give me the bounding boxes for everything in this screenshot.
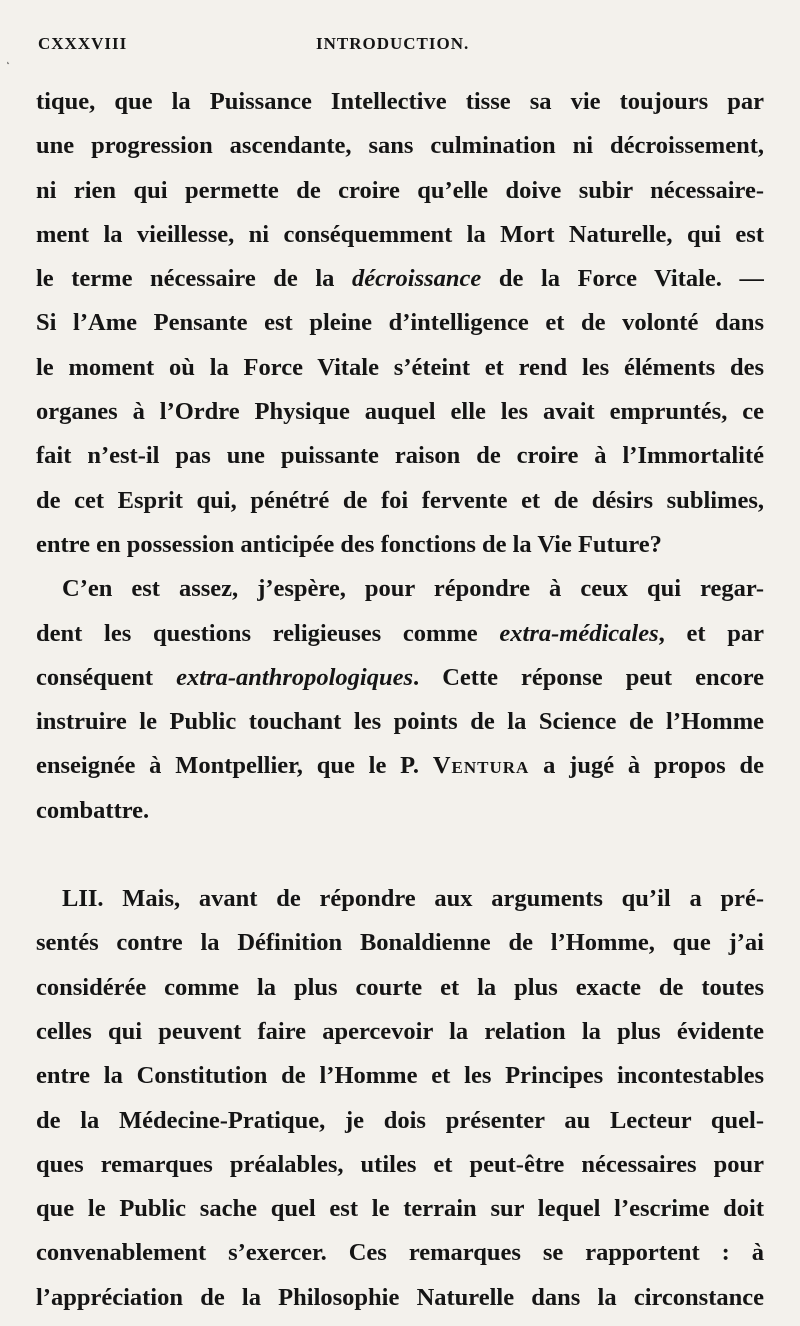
text-line: considérée comme la plus courte et la plus exacte de toutes: [36, 973, 764, 1001]
text-line: entre la Constitution de l’Homme et les Principes incontestables: [36, 1062, 764, 1090]
page-number: CXXXVIII: [38, 34, 128, 53]
paragraph-1: [36, 80, 764, 567]
italic-term: décroissance: [352, 265, 482, 293]
text-line: combattre.: [36, 796, 150, 824]
text-line: que le Public sache quel est le terrain sur lequel l’escrime doit: [36, 1195, 764, 1223]
text-line: Si l’Ame Pensante est pleine d’intelligence et de volonté dans: [36, 309, 764, 337]
text-run: . Cette réponse peut encore: [413, 663, 764, 691]
text-line: l’appréciation de la Philosophie Naturelle dans la circonstance: [36, 1283, 764, 1311]
text-line: [36, 257, 764, 301]
running-title: INTRODUCTION.: [316, 34, 470, 53]
text-line: le moment où la Force Vitale s’éteint et rend les éléments des: [36, 353, 764, 381]
text-line: C’en est assez, j’espère, pour répondre à ceux qui regar-: [62, 575, 764, 603]
paragraph-3: [36, 877, 764, 1320]
text-run: conséquent: [36, 663, 177, 691]
text-run: de la Force Vitale. —: [481, 265, 764, 293]
text-line: une progression ascendante, sans culmination ni décroissement,: [36, 132, 764, 160]
text-line: instruire le Public touchant les points de la Science de l’Homme: [36, 708, 764, 736]
text-line: LII. Mais, avant de répondre aux arguments qu’il a pré-: [62, 885, 764, 913]
text-run: le terme nécessaire de la: [36, 265, 352, 293]
body-text: [36, 80, 764, 1320]
paragraph-gap: [36, 833, 764, 877]
text-run: a jugé à propos de: [529, 752, 764, 780]
text-line: tique, que la Puissance Intellective tisse sa vie toujours par: [36, 88, 764, 115]
text-line: entre en possession anticipée des fonctions de la Vie Future?: [36, 530, 662, 558]
paragraph-2: [36, 567, 764, 833]
text-line: ques remarques préalables, utiles et peut-être nécessaires pour: [36, 1150, 764, 1178]
text-line: organes à l’Ordre Physique auquel elle les avait empruntés, ce: [36, 398, 764, 426]
text-line: fait n’est-il pas une puissante raison de croire à l’Immortalité: [36, 442, 764, 470]
text-line: ment la vieillesse, ni conséquemment la Mort Naturelle, qui est: [36, 220, 764, 248]
text-line: de la Médecine-Pratique, je dois présenter au Lecteur quel-: [36, 1106, 764, 1134]
text-line: [36, 612, 764, 656]
text-line: [36, 656, 764, 700]
text-line: [36, 744, 764, 788]
margin-mark: ͺ: [6, 50, 11, 65]
text-line: celles qui peuvent faire apercevoir la relation la plus évidente: [36, 1017, 764, 1045]
text-line: ni rien qui permette de croire qu’elle doive subir nécessaire-: [36, 176, 764, 204]
author-name: Ventura: [432, 752, 530, 780]
italic-term: extra-anthropologiques: [176, 663, 414, 691]
page-header: [38, 34, 758, 60]
text-line: sentés contre la Définition Bonaldienne de l’Homme, que j’ai: [36, 929, 764, 957]
text-run: dent les questions religieuses comme: [36, 619, 500, 647]
text-line: convenablement s’exercer. Ces remarques se rapportent : à: [36, 1239, 764, 1267]
text-run: enseignée à Montpellier, que le P.: [36, 752, 433, 780]
text-line: de cet Esprit qui, pénétré de foi fervente et de désirs sublimes,: [36, 486, 764, 514]
text-run: , et par: [658, 619, 764, 647]
italic-term: extra-médicales: [499, 619, 659, 647]
